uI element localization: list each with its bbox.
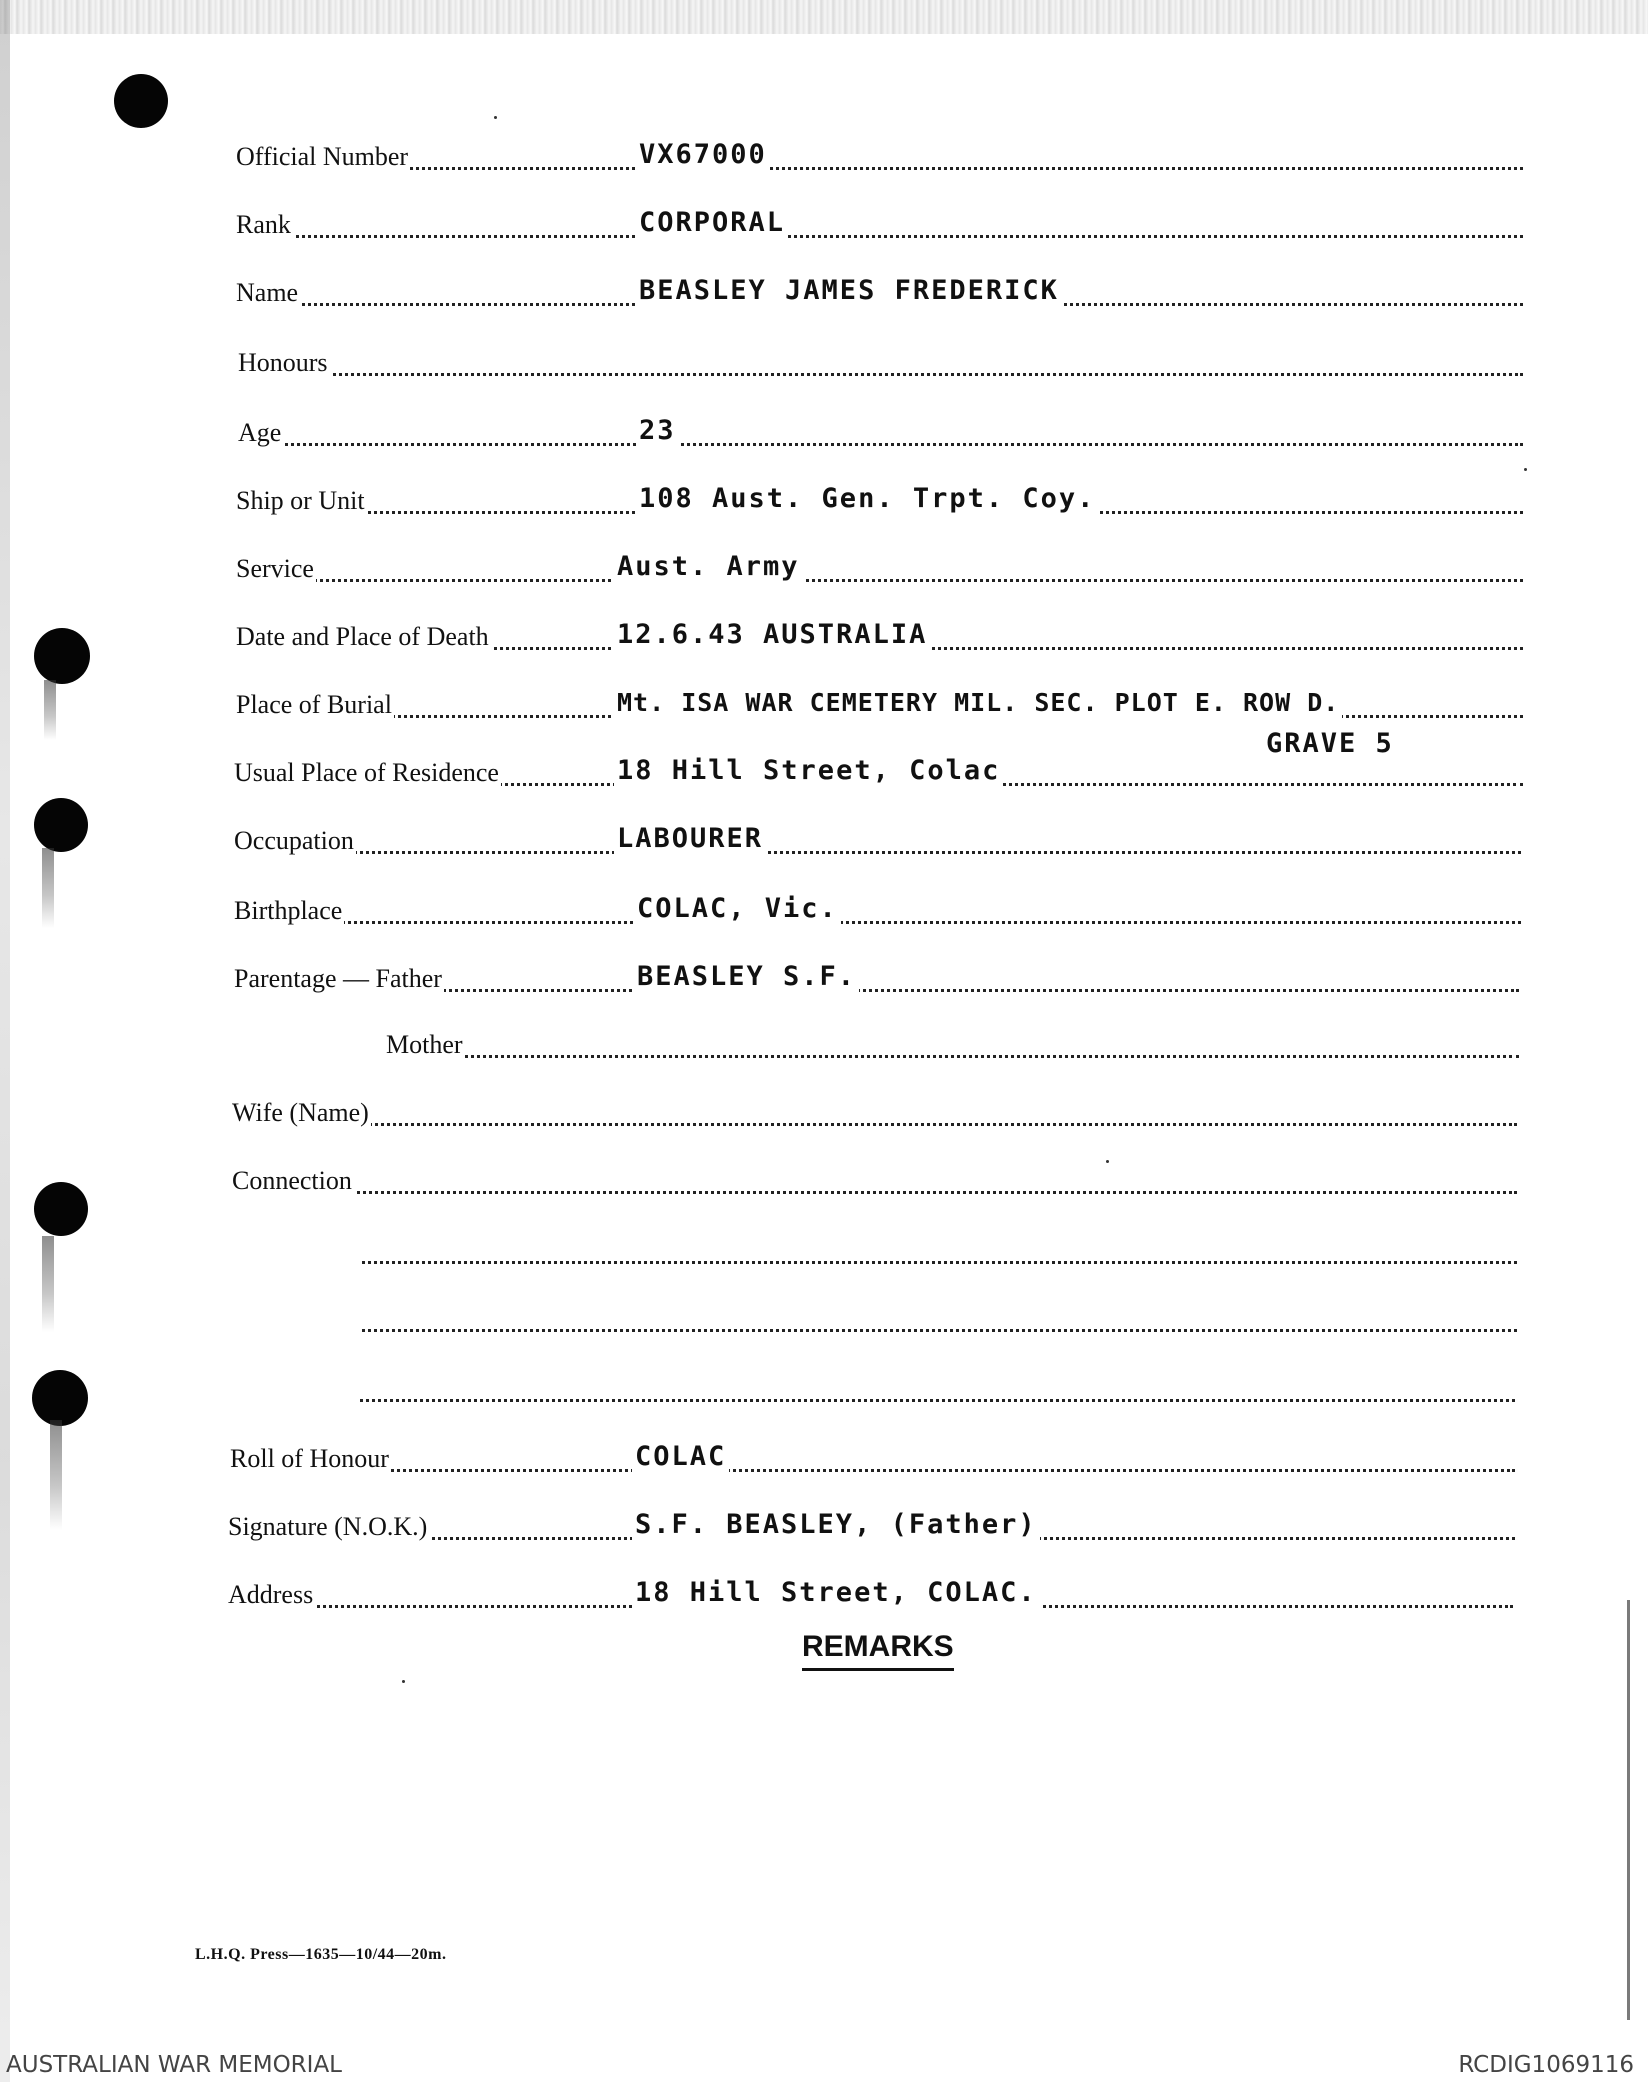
field-label: Occupation	[234, 826, 354, 855]
field-label: Connection	[232, 1166, 352, 1195]
speck	[402, 1680, 405, 1683]
field-value: BEASLEY JAMES FREDERICK	[636, 276, 1062, 306]
burial-continuation: GRAVE 5	[1266, 728, 1394, 759]
dot-leader	[386, 1055, 1519, 1058]
field-label: Parentage — Father	[234, 964, 442, 993]
field-value: COLAC, Vic.	[634, 894, 841, 924]
field-label: Official Number	[236, 142, 409, 171]
field-label: Birthplace	[234, 896, 343, 925]
field-row-connection	[0, 1140, 1648, 1200]
field-row-place-of-burial	[0, 664, 1648, 724]
field-label: Date and Place of Death	[236, 622, 489, 651]
field-label: Wife (Name)	[232, 1098, 369, 1127]
field-label: Place of Burial	[236, 690, 392, 719]
field-row-name	[0, 252, 1648, 312]
field-value: 108 Aust. Gen. Trpt. Coy.	[636, 484, 1098, 514]
dot-leader	[238, 373, 1523, 376]
dot-leader	[234, 851, 1521, 854]
remarks-heading: REMARKS	[802, 1630, 954, 1671]
field-row-birthplace	[0, 870, 1648, 930]
field-label: Ship or Unit	[236, 486, 365, 515]
field-row-service	[0, 528, 1648, 588]
dot-leader	[360, 1399, 1515, 1402]
dot-leader	[362, 1261, 1517, 1264]
field-value: CORPORAL	[636, 208, 788, 238]
field-label: Rank	[236, 210, 291, 239]
field-row-date-place-death	[0, 596, 1648, 656]
field-label: Signature (N.O.K.)	[228, 1512, 428, 1541]
dot-leader	[236, 167, 1523, 170]
field-value: S.F. BEASLEY, (Father)	[632, 1510, 1040, 1540]
footer-institution: AUSTRALIAN WAR MEMORIAL	[6, 2052, 342, 2078]
footer-record-id: RCDIG1069116	[1458, 2052, 1634, 2078]
field-row-connection-3	[0, 1278, 1648, 1338]
field-value: COLAC	[632, 1442, 729, 1472]
field-row-connection-4	[0, 1348, 1648, 1408]
field-row-usual-residence	[0, 732, 1648, 792]
field-label: Address	[228, 1580, 314, 1609]
dot-leader	[234, 921, 1521, 924]
field-row-roll-of-honour	[0, 1418, 1648, 1478]
dot-leader	[232, 1123, 1517, 1126]
field-row-occupation	[0, 800, 1648, 860]
field-row-father	[0, 938, 1648, 998]
field-label: Honours	[238, 348, 328, 377]
field-row-wife	[0, 1072, 1648, 1132]
field-row-rank	[0, 184, 1648, 244]
dot-leader	[238, 443, 1523, 446]
field-value: LABOURER	[614, 824, 766, 854]
dot-leader	[362, 1329, 1517, 1332]
field-value: 23	[636, 416, 679, 446]
field-row-address	[0, 1554, 1648, 1614]
field-value: 18 Hill Street, COLAC.	[632, 1578, 1040, 1608]
field-row-signature	[0, 1486, 1648, 1546]
field-value: Mt. ISA WAR CEMETERY MIL. SEC. PLOT E. ROW D.	[614, 688, 1342, 718]
field-value: 18 Hill Street, Colac	[614, 756, 1003, 786]
field-row-age	[0, 392, 1648, 452]
field-row-official-number	[0, 116, 1648, 176]
field-label: Name	[236, 278, 299, 307]
field-row-ship-or-unit	[0, 460, 1648, 520]
print-reference: L.H.Q. Press—1635—10/44—20m.	[195, 1946, 447, 1963]
field-value: 12.6.43 AUSTRALIA	[614, 620, 930, 650]
dot-leader	[236, 235, 1523, 238]
field-label: Service	[236, 554, 314, 583]
dot-leader	[232, 1191, 1517, 1194]
field-label: Usual Place of Residence	[234, 758, 499, 787]
field-value: BEASLEY S.F.	[634, 962, 859, 992]
scan-noise-top	[0, 0, 1648, 34]
field-value: VX67000	[636, 140, 770, 170]
field-row-mother	[0, 1004, 1648, 1064]
field-row-connection-2	[0, 1210, 1648, 1270]
dot-leader	[236, 579, 1523, 582]
dot-leader	[230, 1469, 1515, 1472]
field-row-honours	[0, 322, 1648, 382]
field-label: Roll of Honour	[230, 1444, 389, 1473]
field-value: Aust. Army	[614, 552, 803, 582]
field-label: Age	[238, 418, 282, 447]
field-label: Mother	[386, 1030, 463, 1059]
scan-edge-right	[1627, 1600, 1630, 2020]
